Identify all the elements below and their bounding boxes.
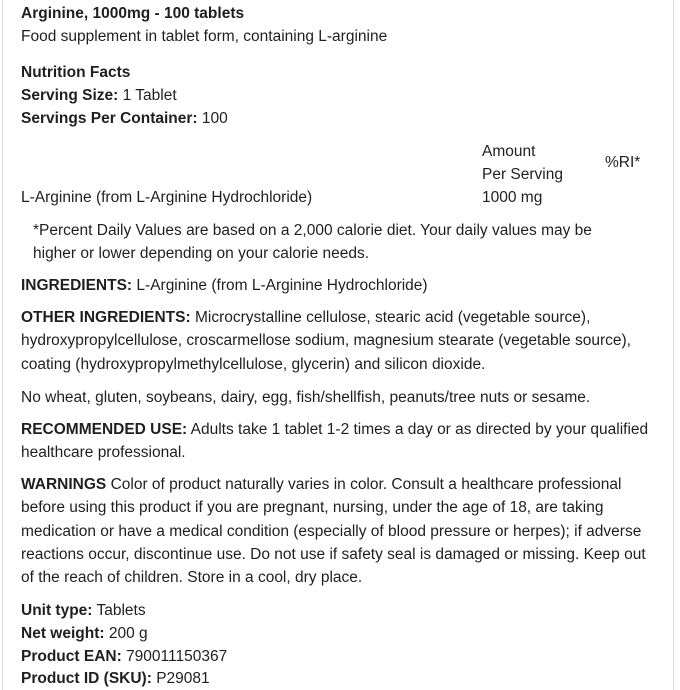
facts-row-amount: 1000 mg (482, 189, 543, 206)
warnings-label: WARNINGS (21, 476, 107, 493)
daily-values-footnote: *Percent Daily Values are based on a 2,000 calorie diet. Your daily values may be higher or lower depending on your calorie needs. (33, 222, 592, 263)
net-weight (21, 622, 148, 645)
product-sku (21, 667, 210, 690)
unit-type (21, 599, 146, 622)
net-weight-value: 200 g (108, 625, 148, 642)
serving-size-value: 1 Tablet (122, 87, 177, 104)
col-header-amount-line2: Per Serving (482, 166, 563, 183)
col-header-amount-line1: Amount (482, 143, 536, 160)
serving-size-label: Serving Size: (21, 87, 119, 104)
servings-per-container (21, 107, 228, 130)
servings-label: Servings Per Container: (21, 110, 198, 127)
product-ean (21, 645, 227, 668)
warnings (21, 473, 653, 589)
other-ingredients (21, 306, 653, 376)
allergen-note: No wheat, gluten, soybeans, dairy, egg, fish/shellfish, peanuts/tree nuts or sesame. (21, 389, 591, 406)
warnings-text: Color of product naturally varies in color. Consult a healthcare professional before using this product if you are pregnant, nursing, under the age of 18, are taking medication or have a medical condition (especially of blood pressure or herpes); if adverse reactions occur, discontinue use. Do not use if safety seal is damaged or missing. Keep out of the reach of children. Store in a cool, dry place. (21, 476, 646, 587)
product-subtitle: Food supplement in tablet form, containing L-arginine (21, 28, 388, 45)
other-ingredients-label: OTHER INGREDIENTS: (21, 309, 191, 326)
net-weight-label: Net weight: (21, 625, 105, 642)
recommended-use-label: RECOMMENDED USE: (21, 421, 188, 438)
serving-size (21, 84, 177, 107)
unit-type-label: Unit type: (21, 602, 93, 619)
servings-value: 100 (201, 110, 228, 127)
product-ean-label: Product EAN: (21, 648, 122, 665)
unit-type-value: Tablets (96, 602, 146, 619)
product-title: Arginine, 1000mg - 100 tablets (21, 5, 245, 22)
ingredients (21, 274, 428, 297)
facts-row-name: L-Arginine (from L-Arginine Hydrochloride) (21, 189, 313, 206)
product-sku-label: Product ID (SKU): (21, 670, 152, 687)
product-sku-value: P29081 (156, 670, 210, 687)
recommended-use-text: Adults take 1 tablet 1-2 times a day or as directed by your qualified healthcare professional. (21, 421, 649, 462)
col-header-ri: %RI* (605, 154, 641, 171)
other-ingredients-text: Microcrystalline cellulose, stearic acid (vegetable source), hydroxypropylcellulose, croscarmellose sodium, magnesium stearate (vegetable source), coating (hydroxypropylmethylcellulose, glycerin) and silicon dioxide. (21, 309, 631, 373)
nutrition-facts-heading: Nutrition Facts (21, 64, 131, 81)
ingredients-label: INGREDIENTS: (21, 277, 133, 294)
product-ean-value: 790011150367 (126, 648, 228, 665)
ingredients-text: L-Arginine (from L-Arginine Hydrochloride) (136, 277, 428, 294)
recommended-use (21, 418, 653, 465)
